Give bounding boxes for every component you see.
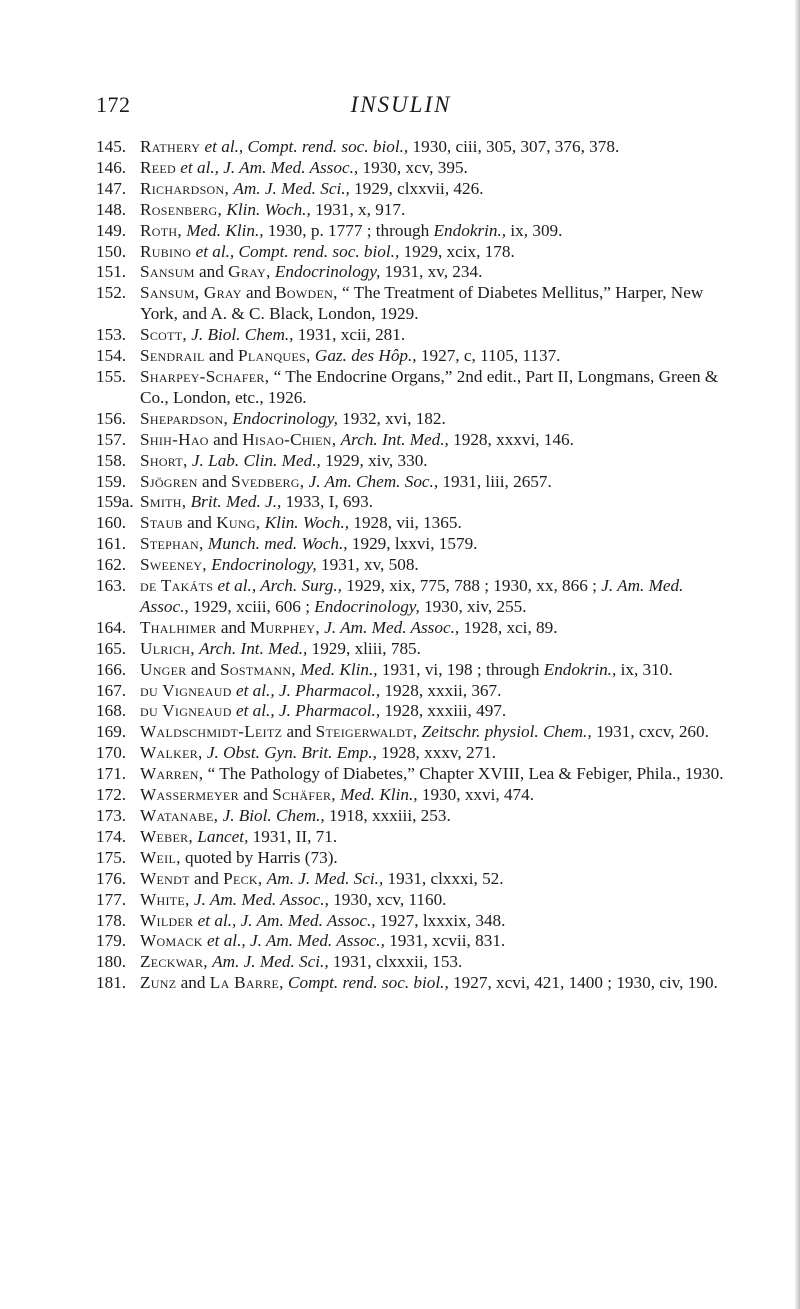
reference-number: 171. [96,764,127,784]
reference-text [140,911,505,930]
reference-text [140,576,683,616]
reference-number: 181. [96,973,127,993]
reference-number: 157. [96,429,127,449]
journal-title: Brit. Med. J., [190,492,282,512]
reference-text [140,262,482,281]
journal-title: J. Obst. Gyn. Brit. Emp., [206,743,377,763]
author-name: Short, [140,450,188,470]
reference-entry [96,785,726,806]
reference-text [140,242,515,261]
author-name: Waldschmidt-Leitz [140,722,283,742]
reference-number: 155. [96,366,127,386]
author-name: Steigerwaldt, [315,722,418,742]
journal-title: Munch. med. Woch., [207,534,348,554]
journal-title: J. Am. Med. Assoc., [193,889,329,909]
journal-title: Compt. rend. soc. biol., [288,973,449,993]
reference-text [140,472,552,491]
author-name: Gray, [228,262,271,282]
reference-text [140,367,718,407]
citation-detail: 1928, xxxv, 271. [376,743,497,763]
reference-number: 147. [96,178,127,198]
citation-detail: and [197,471,232,491]
reference-number: 148. [96,199,127,219]
reference-text [140,952,462,971]
author-name: du Vigneaud [140,680,232,700]
citation-detail: 1931, vi, 198 ; through [377,659,544,679]
citation-detail: 1929, xciii, 606 ; [188,596,315,616]
journal-title: J. Am. Med. Assoc., [140,576,684,616]
author-name: Wendt [140,868,190,888]
author-name: Kung, [216,513,261,533]
reference-entry [96,890,726,911]
journal-title: et al., Compt. rend. soc. biol., [204,137,409,156]
reference-number: 159. [96,471,127,491]
citation-detail: 1927, lxxxix, 348. [375,910,506,930]
reference-entry [96,325,726,346]
reference-entry [96,137,726,158]
author-name: Reed [140,157,176,177]
author-name: Watanabe, [140,806,219,825]
reference-text [140,681,501,700]
journal-title: Lancet, [197,826,249,846]
citation-detail: 1928, xxxiii, 497. [380,701,507,721]
reference-number: 170. [96,743,127,763]
journal-title: Med. Klin., [300,659,378,679]
author-name: Walker, [140,743,203,763]
journal-title: J. Lab. Clin. Med., [191,450,321,470]
reference-number: 162. [96,555,127,575]
reference-entry [96,158,726,179]
reference-entry [96,367,726,409]
author-name: Schäfer, [272,785,336,805]
citation-detail: and [241,283,276,303]
page-number: 172 [96,92,131,117]
journal-title: et al., J. Pharmacol., [235,680,381,700]
citation-detail: and [189,868,224,888]
author-name: Smith, [140,492,187,512]
reference-entry [96,262,726,283]
journal-title: J. Biol. Chem., [191,325,294,345]
reference-entry [96,555,726,576]
reference-entry [96,472,726,493]
citation-detail: 1929, lxxvi, 1579. [347,534,478,554]
citation-detail: 1931, xv, 508. [316,555,419,575]
citation-detail: and [182,513,217,533]
reference-number: 166. [96,659,127,679]
citation-detail: and [238,785,273,805]
reference-text [140,722,709,741]
journal-title: et al., Compt. rend. soc. biol., [195,241,400,261]
citation-detail: 1930, xcv, 1160. [328,889,447,909]
reference-text [140,513,462,532]
reference-text [140,346,560,365]
reference-entry [96,869,726,890]
citation-detail: 1931, clxxxi, 52. [383,868,504,888]
journal-title: et al., J. Am. Med. Assoc., [207,931,385,951]
reference-number: 158. [96,450,127,470]
reference-text [140,848,338,867]
reference-text [140,179,484,198]
reference-entry [96,618,726,639]
reference-number: 172. [96,785,127,805]
author-name: Womack [140,931,203,951]
reference-number: 175. [96,847,127,867]
journal-title: et al., J. Am. Med. Assoc., [197,910,376,930]
reference-text [140,409,446,428]
reference-number: 173. [96,806,127,825]
author-name: Rathery [140,137,201,156]
citation-detail: 1930, xxvi, 474. [417,785,535,805]
journal-title: et al., Arch. Surg., [217,576,342,596]
citation-detail: 1929, clxxvii, 426. [349,178,484,198]
reference-text [140,701,506,720]
reference-text [140,200,405,219]
author-name: Rosenberg, [140,199,223,219]
author-name: Thalhimer [140,617,217,637]
reference-entry [96,179,726,200]
reference-text [140,806,451,825]
citation-detail: and [176,973,210,993]
reference-text [140,555,419,574]
reference-text [140,137,619,156]
author-name: Wassermeyer [140,785,239,805]
reference-number: 176. [96,868,127,888]
reference-entry [96,911,726,932]
author-name: Ulrich, [140,638,195,658]
author-name: Scott, [140,325,187,345]
journal-title: Klin. Woch., [264,513,350,533]
reference-number: 168. [96,701,127,721]
author-name: Wilder [140,910,194,930]
citation-detail: 1932, xvi, 182. [337,408,446,428]
citation-detail: 1933, I, 693. [281,492,373,512]
reference-entry [96,806,726,827]
reference-text [140,931,505,950]
reference-number: 174. [96,826,127,846]
citation-detail: 1931, x, 917. [310,199,406,219]
citation-detail: 1929, xliii, 785. [307,638,421,658]
reference-entry [96,827,726,848]
journal-title: Gaz. des Hôp., [314,346,417,366]
citation-detail: “ The Treatment of Diabetes Mellitus,” Harper, New York, and A. & C. Black, London, 1929. [140,283,704,324]
journal-title: Endokrin., [543,659,617,679]
citation-detail: and [208,429,243,449]
reference-text [140,618,558,637]
reference-entry [96,952,726,973]
reference-number: 156. [96,408,127,428]
author-name: White, [140,889,190,909]
reference-number: 161. [96,534,127,554]
author-name: Murphey, [249,617,320,637]
reference-entry [96,492,726,513]
reference-number: 145. [96,137,127,156]
citation-detail: 1930, ciii, 305, 307, 376, 378. [408,137,620,156]
citation-detail: 1930, xiv, 255. [419,596,527,616]
reference-number: 163. [96,576,127,596]
reference-entry [96,242,726,263]
author-name: du Vigneaud [140,701,232,721]
citation-detail: 1931, xv, 234. [380,262,483,282]
citation-detail: and [204,346,239,366]
reference-number: 159a. [96,492,134,512]
citation-detail: 1929, xcix, 178. [399,241,515,261]
reference-number: 178. [96,910,127,930]
journal-title: Med. Klin., [340,785,418,805]
reference-entry [96,534,726,555]
citation-detail: and [194,262,229,282]
reference-entry [96,221,726,242]
citation-detail: 1929, xix, 775, 788 ; 1930, xx, 866 ; [341,576,602,596]
citation-detail: 1931, liii, 2657. [438,471,552,491]
citation-detail: 1928, xxxii, 367. [380,680,502,700]
author-name: Hisao-Chien, [242,429,337,449]
reference-entry [96,973,726,994]
citation-detail: 1930, xcv, 395. [358,157,468,177]
reference-entry [96,513,726,534]
citation-detail: quoted by Harris (73). [180,847,338,867]
citation-detail: 1928, xxxvi, 146. [448,429,574,449]
journal-title: Med. Klin., [186,220,264,240]
journal-title: Zeitschr. physiol. Chem., [421,722,592,742]
citation-detail: 1930, p. 1777 ; through [263,220,434,240]
page-header [96,92,706,122]
journal-title: Am. J. Med. Sci., [212,952,329,972]
journal-title: Endocrinology, [274,262,381,282]
journal-title: J. Am. Med. Assoc., [324,617,460,637]
citation-detail: 1931, II, 71. [248,826,338,846]
reference-text [140,639,421,658]
journal-title: Endocrinology, [211,555,317,575]
journal-title: J. Am. Chem. Soc., [308,471,439,491]
author-name: Sostmann, [220,659,296,679]
reference-entry [96,660,726,681]
reference-entry [96,764,726,785]
reference-entry [96,701,726,722]
author-name: de Takáts [140,576,214,596]
journal-title: Endokrin., [433,220,507,240]
author-name: Weber, [140,826,193,846]
author-name: Peck, [223,868,263,888]
reference-entry [96,848,726,869]
journal-title: Endocrinology, [314,596,420,616]
citation-detail: and [282,722,316,742]
reference-number: 164. [96,617,127,637]
reference-text [140,492,373,511]
citation-detail: 1931, cxcv, 260. [591,722,709,742]
reference-number: 177. [96,889,127,909]
author-name: Weil, [140,847,181,867]
journal-title: Arch. Int. Med., [340,429,449,449]
citation-detail: ix, 309. [506,220,563,240]
journal-title: et al., J. Am. Med. Assoc., [180,157,359,177]
citation-detail: 1928, xci, 89. [459,617,558,637]
citation-detail: 1931, xcvii, 831. [384,931,506,951]
reference-number: 169. [96,722,127,742]
author-name: Shih-Hao [140,429,209,449]
citation-detail: “ The Pathology of Diabetes,” Chapter XVIII, Lea & Febiger, Phila., 1930. [203,764,724,784]
reference-number: 150. [96,241,127,261]
citation-detail: 1928, vii, 1365. [349,513,462,533]
reference-entry [96,409,726,430]
reference-number: 180. [96,952,127,972]
author-name: Richardson, [140,178,230,198]
reference-list [96,137,726,994]
reference-entry [96,451,726,472]
citation-detail: 1931, clxxxii, 153. [328,952,463,972]
reference-text [140,973,718,992]
citation-detail: and [186,659,221,679]
reference-number: 149. [96,220,127,240]
page-edge-shadow [794,0,800,1309]
journal-title: Am. J. Med. Sci., [266,868,384,888]
reference-entry [96,639,726,660]
reference-entry [96,283,726,325]
author-name: Svedberg, [231,471,305,491]
reference-text [140,785,534,804]
reference-entry [96,743,726,764]
reference-number: 167. [96,680,127,700]
reference-entry [96,200,726,221]
running-title: INSULIN [350,92,452,117]
reference-text [140,890,446,909]
author-name: Warren, [140,764,204,784]
journal-title: Am. J. Med. Sci., [233,178,350,198]
citation-detail: 1931, xcii, 281. [293,325,406,345]
reference-text [140,743,496,762]
author-name: Sweeney, [140,555,207,575]
reference-text [140,827,337,846]
citation-detail: 1918, xxxiii, 253. [324,806,451,825]
reference-number: 152. [96,283,127,303]
author-name: Sansum [140,262,195,282]
reference-text [140,660,673,679]
citation-detail: 1927, xcvi, 421, 1400 ; 1930, civ, 190. [448,973,718,993]
author-name: Sansum, Gray [140,283,242,303]
reference-text [140,221,562,240]
reference-entry [96,430,726,451]
citation-detail: 1927, c, 1105, 1137. [416,346,561,366]
author-name: Staub [140,513,183,533]
reference-text [140,534,477,553]
citation-detail: and [216,617,250,637]
reference-number: 160. [96,513,127,533]
author-name: Bowden, [275,283,338,303]
reference-number: 165. [96,638,127,658]
reference-number: 153. [96,325,127,345]
journal-title: et al., J. Pharmacol., [235,701,381,721]
citation-detail: “ The Endocrine Organs,” 2nd edit., Part II, Longmans, Green & Co., London, etc., 1926. [140,366,719,407]
citation-detail: ix, 310. [616,659,673,679]
author-name: Zeckwar, [140,952,208,972]
reference-entry [96,576,726,618]
journal-title: Endocrinology, [232,408,338,428]
reference-entry [96,681,726,702]
reference-entry [96,931,726,952]
reference-number: 146. [96,157,127,177]
reference-text [140,869,504,888]
reference-number: 179. [96,931,127,951]
reference-text [140,764,724,783]
reference-entry [96,346,726,367]
reference-text [140,283,703,323]
reference-text [140,451,428,470]
journal-title: Klin. Woch., [226,199,311,219]
author-name: Unger [140,659,187,679]
author-name: Roth, [140,220,182,240]
author-name: Sjögren [140,471,198,491]
journal-title: Arch. Int. Med., [199,638,308,658]
author-name: Rubino [140,241,192,261]
reference-number: 154. [96,346,127,366]
reference-text [140,325,405,344]
author-name: Shepardson, [140,408,229,428]
author-name: Sharpey-Schafer, [140,366,270,386]
reference-entry [96,722,726,743]
author-name: Sendrail [140,346,205,366]
reference-text [140,158,468,177]
author-name: La Barre, [209,973,284,993]
author-name: Zunz [140,973,177,993]
author-name: Planques, [238,346,311,366]
citation-detail: 1929, xiv, 330. [320,450,428,470]
reference-text [140,430,574,449]
journal-title: J. Biol. Chem., [222,806,325,825]
reference-number: 151. [96,262,127,282]
author-name: Stephan, [140,534,204,554]
